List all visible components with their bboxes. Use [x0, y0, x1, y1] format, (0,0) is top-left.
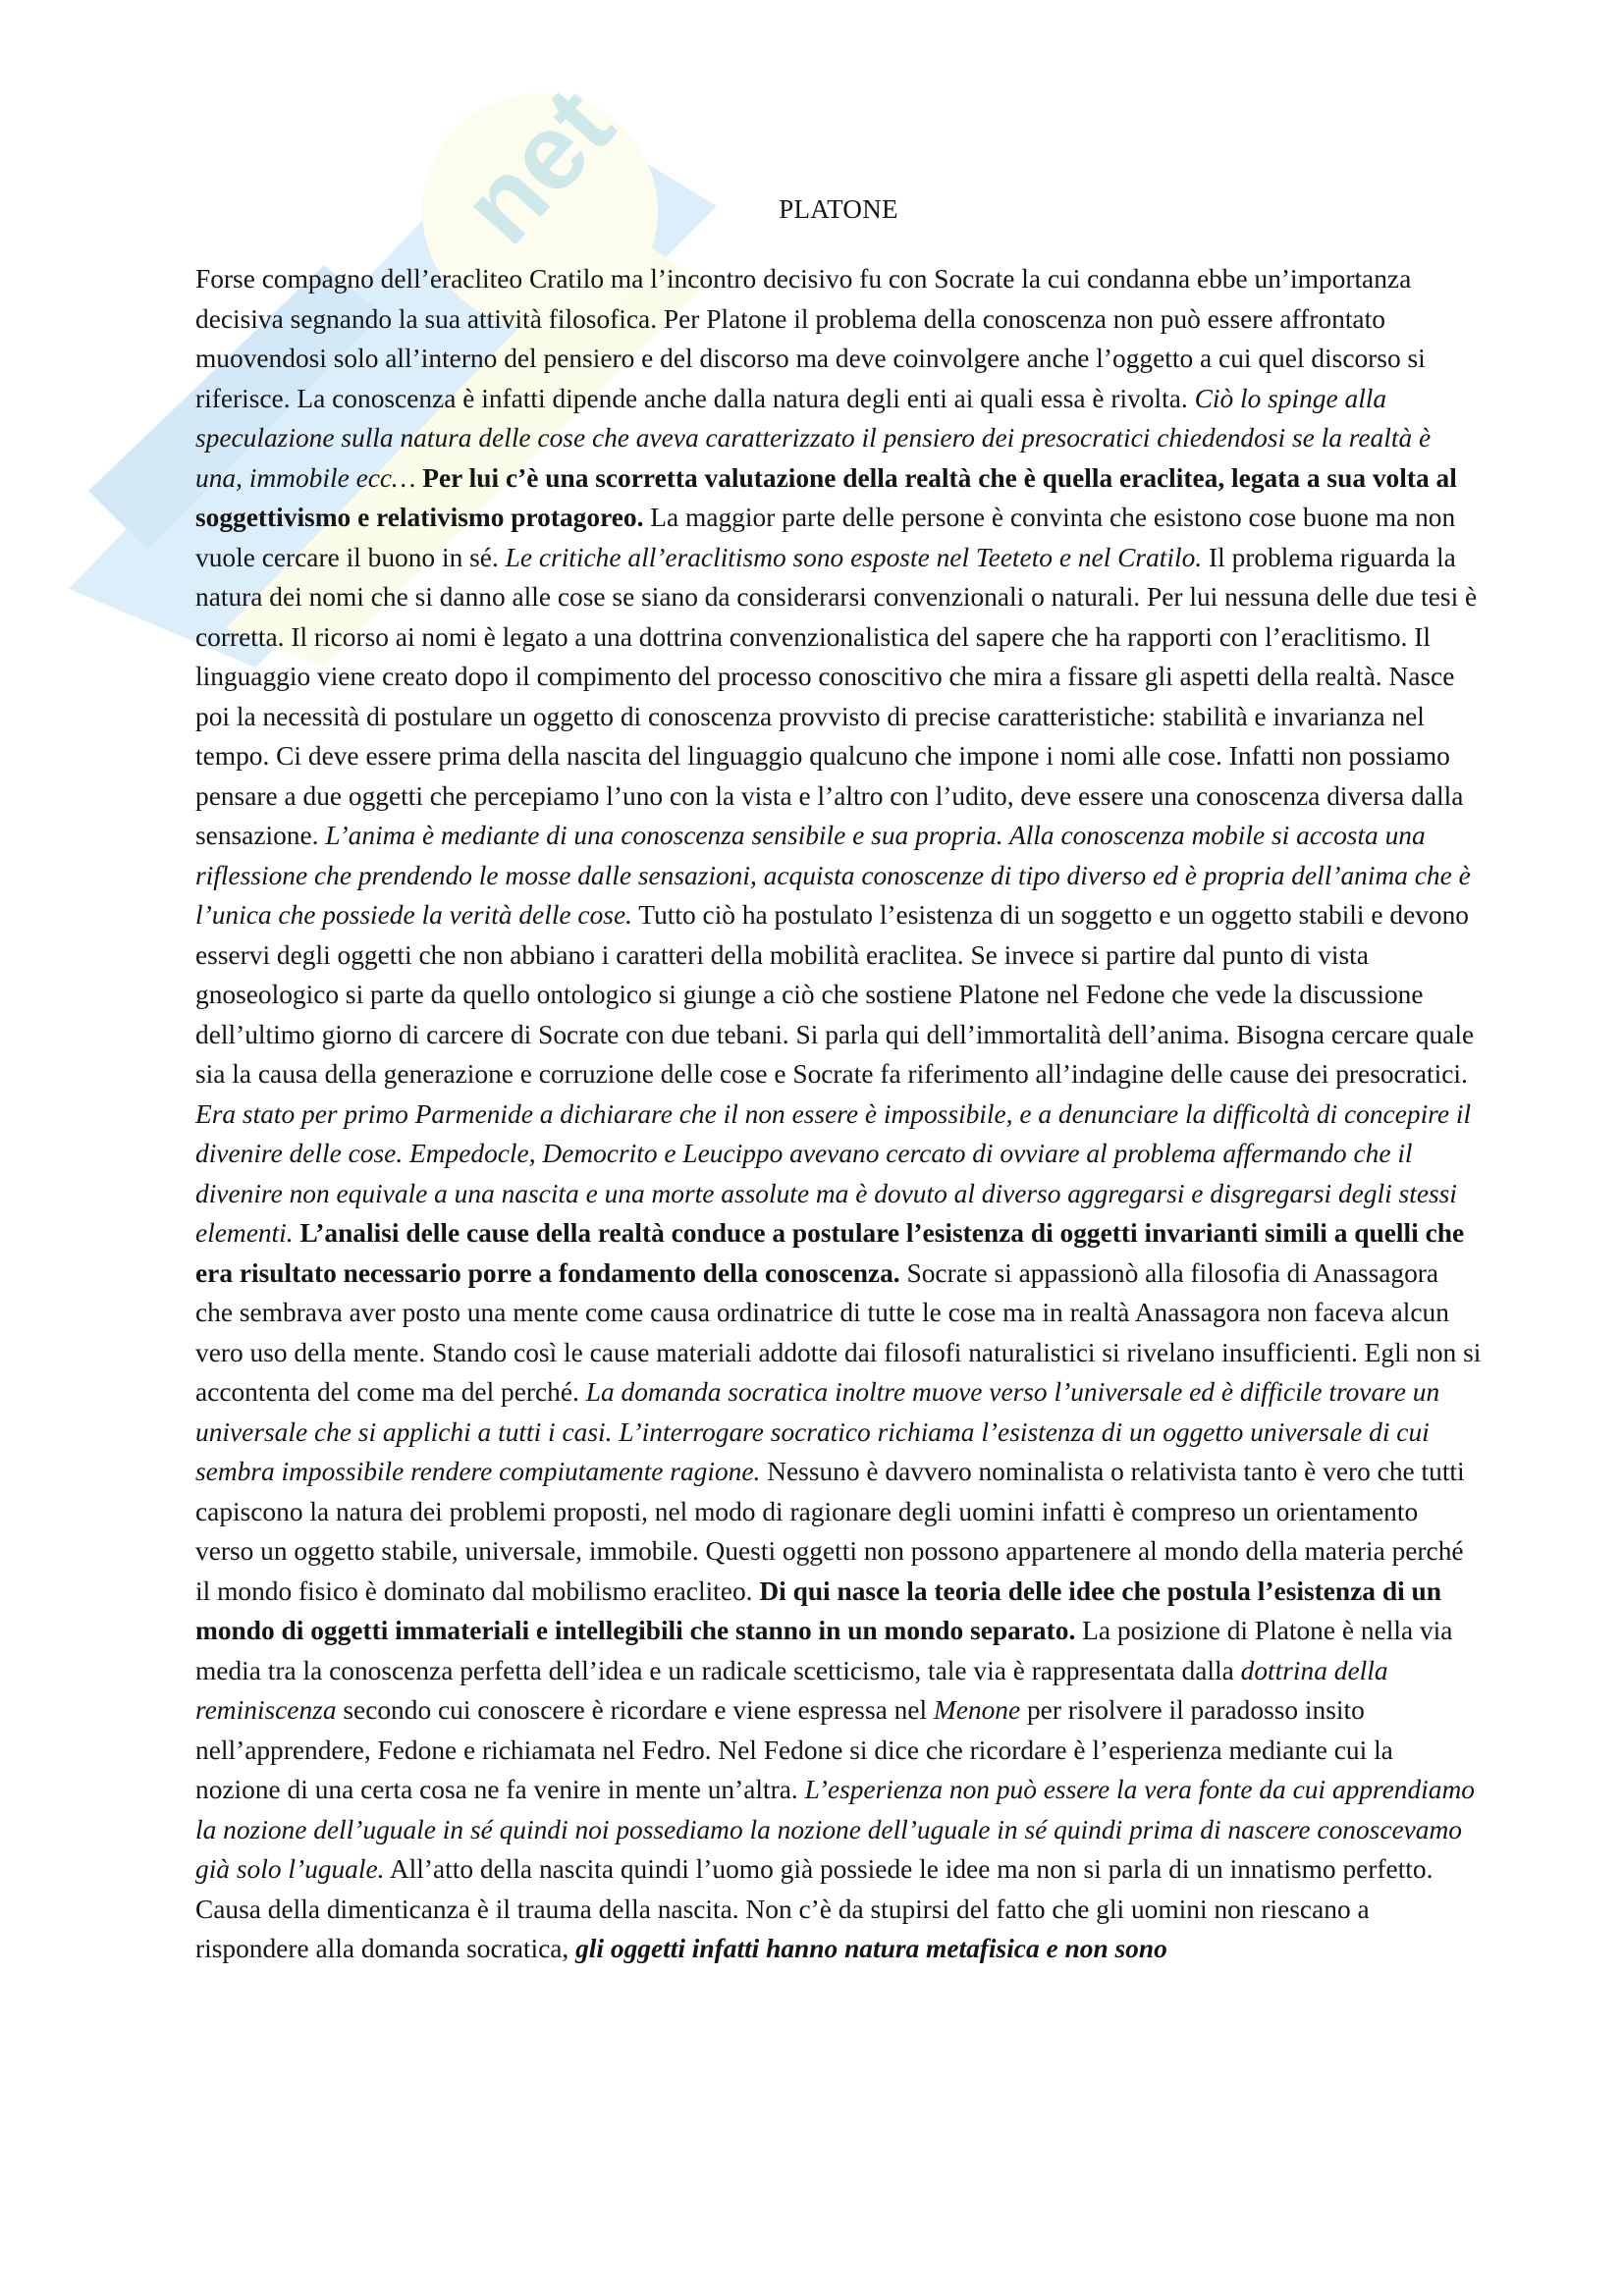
text-segment-italic: L’esperienza non può essere la vera fonte da cui apprendiamo la nozione dell’uguale in sé quindi noi possediamo la nozione dell’uguale in sé quindi prima di nascere conoscevamo già solo l’uguale.: [195, 1775, 1475, 1884]
text-segment-italic: Menone: [933, 1695, 1021, 1725]
document-title: PLATONE: [779, 194, 898, 224]
text-segment-bold: L’analisi delle cause della realtà conduce a postulare l’esistenza di oggetti invarianti simili a quelli che era risultato necessario porre a fondamento della conoscenza.: [195, 1218, 1465, 1288]
text-segment-normal: All’atto della nascita quindi l’uomo già possiede le idee ma non si parla di un innatismo perfetto. Causa della dimenticanza è il trauma della nascita. Non c’è da stupirsi del fatto che gli uomini non riescano a rispondere alla domanda socratica,: [195, 1854, 1434, 1963]
text-segment-normal: La posizione di Platone è nella via media tra la conoscenza perfetta dell’idea e un radicale scetticismo, tale via è rappresentata dalla: [195, 1616, 1453, 1685]
text-segment-italic: La domanda socratica inoltre muove verso l’universale ed è difficile trovare un universale che si applichi a tutti i casi. L’interrogare socratico richiama l’esistenza di un oggetto universale di cui sembra impossibile rendere compiutamente ragione.: [195, 1377, 1440, 1486]
document-page: [195, 192, 1482, 1969]
text-segment-normal: [294, 1218, 300, 1248]
text-segment-normal: secondo cui conoscere è ricordare e viene espressa nel: [336, 1695, 934, 1725]
body-paragraph: [195, 259, 1482, 1969]
text-segment-italic: Le critiche all’eraclitismo sono esposte nel Teeteto e nel Cratilo.: [505, 542, 1203, 572]
text-segment-normal: Nessuno è davvero nominalista o relativista tanto è vero che tutti capiscono la natura dei problemi proposti, nel modo di ragionare degli uomini infatti è compreso un orientamento verso un oggetto stabile, universale, immobile. Questi oggetti non possono appartenere al mondo della materia perché il mondo fisico è dominato dal mobilismo eracliteo.: [195, 1457, 1465, 1606]
text-segment-bold: Di qui nasce la teoria delle idee che postula l’esistenza di un mondo di oggetti immateriali e intellegibili che stanno in un mondo separato.: [195, 1575, 1441, 1645]
text-segment-italic: Ciò lo spinge alla speculazione sulla natura delle cose che aveva caratterizzato il pensiero dei presocratici chiedendosi se la realtà è una, immobile ecc…: [195, 383, 1432, 493]
text-segment-normal: Socrate si appassionò alla filosofia di Anassagora che sembrava aver posto una mente come causa ordinatrice di tutte le cose ma in realtà Anassagora non faceva alcun vero uso della mente. Stando così le cause materiali addotte dai filosofi naturalistici si rivelano insufficienti. Egli non si accontenta del come ma del perché.: [195, 1257, 1482, 1407]
text-segment-normal: La maggior parte delle persone è convinta che esistono cose buone ma non vuole cercare il buono in sé.: [195, 503, 1456, 572]
text-segment-italic: Era stato per primo Parmenide a dichiarare che il non essere è impossibile, e a denunciare la difficoltà di concepire il divenire delle cose. Empedocle, Democrito e Leucippo avevano cercato di ovviare al problema affermando che il divenire non equivale a una nascita e una morte assolute ma è dovuto al diverso aggregarsi e disgregarsi degli stessi elementi.: [195, 1098, 1472, 1248]
text-segment-normal: Tutto ciò ha postulato l’esistenza di un soggetto e un oggetto stabili e devono esservi degli oggetti che non abbiano i caratteri della mobilità eraclitea. Se invece si partire dal punto di vista gnoseologico si parte da quello ontologico si giunge a ciò che sostiene Platone nel Fedone che vede la discussione dell’ultimo giorno di carcere di Socrate con due tebani. Si parla qui dell’immortalità dell’anima. Bisogna cercare quale sia la causa della generazione e corruzione delle cose e Socrate fa riferimento all’indagine delle cause dei presocratici.: [195, 900, 1475, 1089]
text-segment-bold-italic: gli oggetti infatti hanno natura metafisica e non sono: [575, 1934, 1167, 1963]
text-segment-normal: Forse compagno dell’eracliteo Cratilo ma l’incontro decisivo fu con Socrate la cui condanna ebbe un’importanza decisiva segnando la sua attività filosofica. Per Platone il problema della conoscenza non può essere affrontato muovendosi solo all’interno del pensiero e del discorso ma deve coinvolgere anche l’oggetto a cui quel discorso si riferisce. La conoscenza è infatti dipende anche dalla natura degli enti ai quali essa è rivolta.: [195, 264, 1426, 413]
watermark-text: net: [438, 65, 637, 267]
text-segment-italic: dottrina della reminiscenza: [195, 1655, 1388, 1725]
text-segment-normal: per risolvere il paradosso insito nell’apprendere, Fedone e richiamata nel Fedro. Nel Fedone si dice che ricordare è l’esperienza mediante cui la nozione di una certa cosa ne fa venire in mente un’altra.: [195, 1695, 1393, 1804]
text-segment-italic: L’anima è mediante di una conoscenza sensibile e sua propria. Alla conoscenza mobile si accosta una riflessione che prendendo le mosse dalle sensazioni, acquista conoscenze di tipo diverso ed è propria dell’anima che è l’unica che possiede la verità delle cose.: [195, 821, 1471, 930]
text-segment-normal: Il problema riguarda la natura dei nomi che si danno alle cose se siano da considerarsi convenzionali o naturali. Per lui nessuna delle due tesi è corretta. Il ricorso ai nomi è legato a una dottrina convenzionalistica del sapere che ha rapporti con l’eraclitismo. Il linguaggio viene creato dopo il compimento del processo conoscitivo che mira a fissare gli aspetti della realtà. Nasce poi la necessità di postulare un oggetto di conoscenza provvisto di precise caratteristiche: stabilità e invarianza nel tempo. Ci deve essere prima della nascita del linguaggio qualcuno che impone i nomi alle cose. Infatti non possiamo pensare a due oggetti che percepiamo l’uno con la vista e l’altro con l’udito, deve essere una conoscenza diversa dalla sensazione.: [195, 542, 1478, 850]
text-segment-bold: Per lui c’è una scorretta valutazione della realtà che è quella eraclitea, legata a sua volta al soggettivismo e relativismo protagoreo.: [195, 462, 1457, 532]
